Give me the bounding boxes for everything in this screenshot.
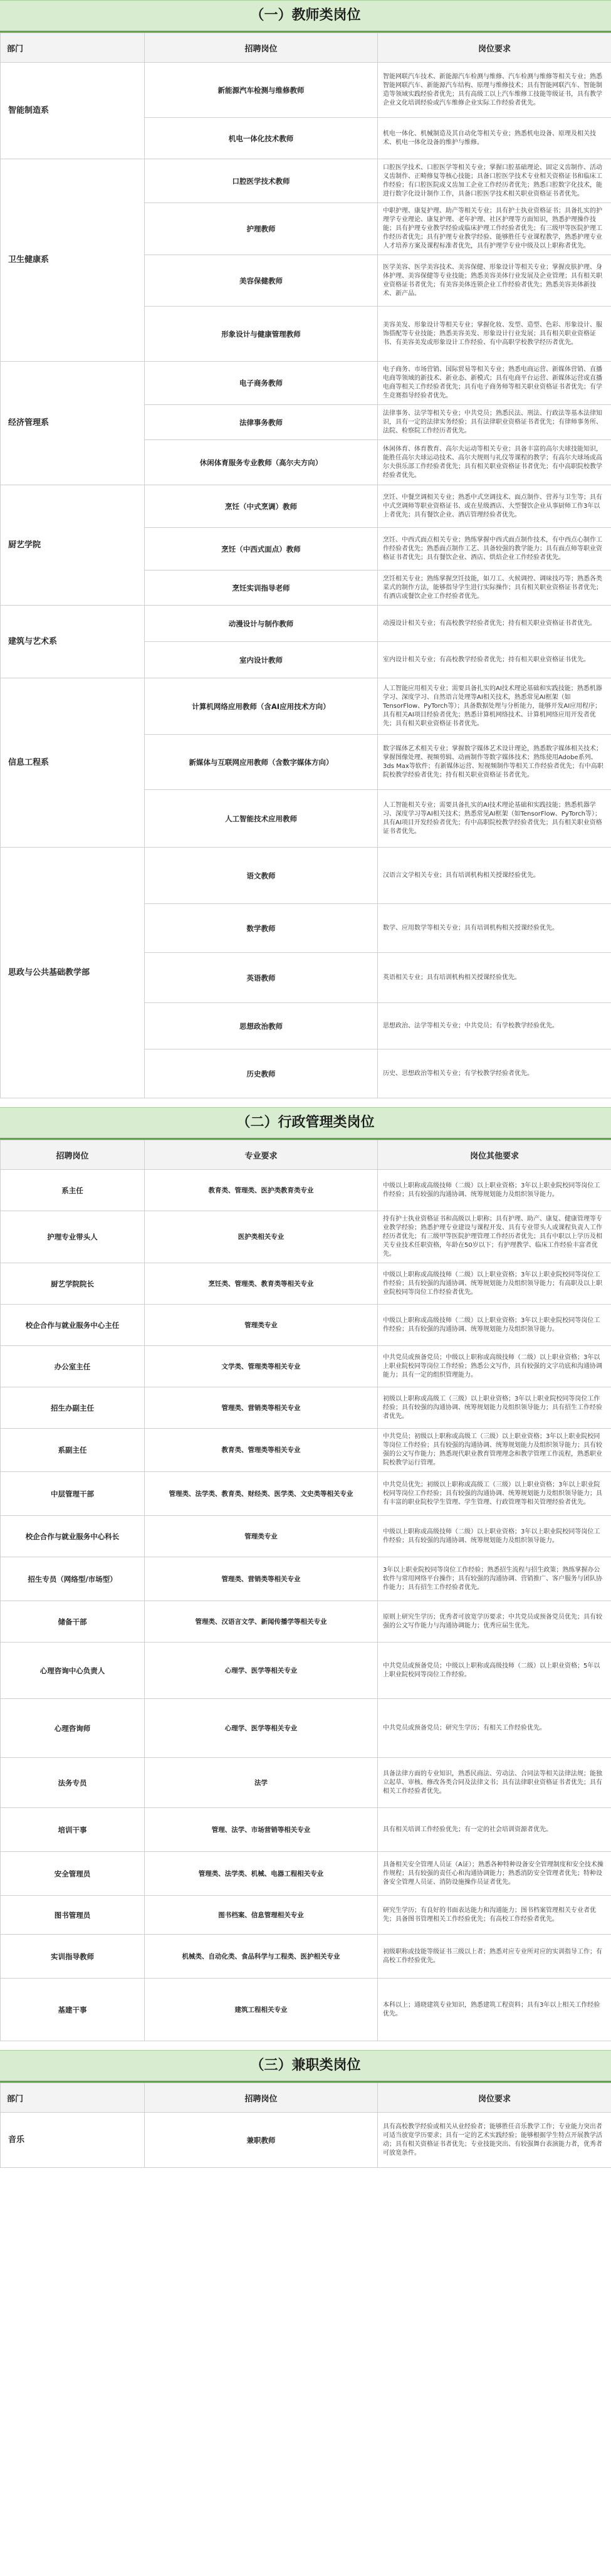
table-row <box>1 1758 611 1808</box>
requirements-cell: 初级以上职称或高级工（三级）以上职业资格；3年以上职业院校同等岗位工作经验；具有较强的沟通协调、统筹规划能力及组织领导能力；具有招生工作经验者优先。 <box>378 1387 611 1429</box>
header-position: 招聘岗位 <box>145 2083 378 2113</box>
table-row <box>1 1429 611 1472</box>
requirements-cell: 本科以上；通晓建筑专业知识，熟悉建筑工程资料；具有3年以上相关工作经验优先。 <box>378 1979 611 2041</box>
requirements-cell: 3年以上职业院校同等岗位工作经验；熟悉招生流程与招生政策；熟练掌握办公软件与常用网络平台操作；具有较强的沟通协调、营销推广、客户服务与团队协作能力；具有招生工作经验者优先。 <box>378 1557 611 1601</box>
requirements-cell: 历史、思想政治等相关专业；有学校教学经验者优先。 <box>378 1049 611 1098</box>
position-cell: 法务专员 <box>1 1758 145 1808</box>
requirements-cell: 烹饪、中西式面点相关专业；熟练掌握中西式面点制作技术，有中西点心制作工作经验者优先；熟悉面点制作工艺、具备较强的教学能力；具有面点师等职业资格证书者优先；具有餐饮企业、酒店、烘焙企业工作经验者优先。 <box>378 528 611 570</box>
position-cell: 口腔医学技术教师 <box>145 159 378 203</box>
department-cell: 信息工程系 <box>1 678 145 848</box>
position-cell: 招生专员（网络型/市场型） <box>1 1557 145 1601</box>
requirements-cell: 持有护士执业资格证书和高级以上职称；具有护理、助产、康复、健康管理等专业教学经验；熟悉护理专业建设与课程开发、具有专业带头人或课程负责人工作经历者优先；有三级甲等医院护理管理工作经历者优先；具有中职以上学历及相关专业技术任职资格，年龄在50岁以下；有护理教学、临床工作经验丰富者优先。 <box>378 1211 611 1263</box>
table-row <box>1 606 611 642</box>
requirements-cell: 休闲体育、体育教育、高尔夫运动等相关专业；具备丰富的高尔夫球技能知识，能胜任高尔夫球运动技术、高尔夫规则与礼仪等课程的教学；有高尔夫球场或高尔夫俱乐部工作经验者优先；具有相关职业资格证书者优先；有中高职院校教学经验者优先。 <box>378 440 611 485</box>
major-cell: 心理学、医学等相关专业 <box>145 1643 378 1699</box>
position-cell: 基建干事 <box>1 1979 145 2041</box>
header-position: 招聘岗位 <box>1 1140 145 1170</box>
position-cell: 烹饪（中西式面点）教师 <box>145 528 378 570</box>
table-row <box>1 159 611 203</box>
admin-positions-table <box>0 1140 611 2041</box>
table-row <box>1 1516 611 1557</box>
table-row <box>1 362 611 405</box>
parttime-positions-table <box>0 2083 611 2168</box>
header-department: 部门 <box>1 2083 145 2113</box>
department-cell: 智能制造系 <box>1 63 145 159</box>
requirements-cell: 智能网联汽车技术、新能源汽车检测与维修、汽车检测与维修等相关专业；熟悉智能网联汽车、新能源汽车结构、原理与维修技术；具有智能网联汽车、智能制造等领域实践经验者优先；具有高级工以上汽车维修工技能等级证书，具有教学企业文化培训经验或汽车维修企业实际工作经验者优先。 <box>378 63 611 118</box>
table-header-row <box>1 33 611 63</box>
section-title-parttime: （三）兼职类岗位 <box>0 2050 611 2083</box>
requirements-cell: 中共党员优先；初级以上职称或高级工（三级）以上职业资格；3年以上职业院校同等岗位工作经验；具有较强的沟通协调、统筹规划能力及组织领导能力；具有丰富的职业院校学生管理、学生管理、行政管理等相关管理经验者优先。 <box>378 1472 611 1516</box>
position-cell: 新媒体与互联网应用教师（含数字媒体方向） <box>145 735 378 790</box>
department-cell: 卫生健康系 <box>1 159 145 362</box>
requirements-cell: 初级职称或技能等级证书三级以上者；熟悉对应专业所对应的实训指导工作；有高校工作经验优先。 <box>378 1935 611 1979</box>
table-row <box>1 1305 611 1346</box>
position-cell: 招生办副主任 <box>1 1387 145 1429</box>
position-cell: 烹饪（中式烹调）教师 <box>145 485 378 528</box>
department-cell: 经济管理系 <box>1 362 145 485</box>
department-cell: 建筑与艺术系 <box>1 606 145 678</box>
major-cell: 法学 <box>145 1758 378 1808</box>
major-cell: 建筑工程相关专业 <box>145 1979 378 2041</box>
header-requirements: 岗位要求 <box>378 33 611 63</box>
requirements-cell: 具有高校教学经验或相关从业经验者；能够胜任音乐教学工作；专业能力突出者可适当放宽学历要求；具有一定的艺术实践经验；能够根据学生特点开展教学活动；具有相关资格证书者优先；专业技能突出、有较强舞台表演能力者，优秀者可放宽条件。 <box>378 2113 611 2168</box>
requirements-cell: 中级以上职称或高级技师（二级）以上职业资格；3年以上职业院校同等岗位工作经验；具有较强的沟通协调、统筹规划能力及组织领导能力；有高职及以上职业院校同等岗位工作经验者优先。 <box>378 1263 611 1305</box>
table-row <box>1 1346 611 1387</box>
position-cell: 语文教师 <box>145 848 378 904</box>
position-cell: 法律事务教师 <box>145 405 378 440</box>
department-cell: 音乐 <box>1 2113 145 2168</box>
position-cell: 电子商务教师 <box>145 362 378 405</box>
position-cell: 计算机网络应用教师（含AI应用技术方向） <box>145 678 378 735</box>
requirements-cell: 中共党员；初级以上职称或高级工（三级）以上职业资格；3年以上职业院校同等岗位工作经验；具有较强的沟通协调、统筹规划能力及组织领导能力；具有较强的公文写作能力；熟悉现代职业教育管理理念和教学管理工作流程，熟悉职业院校教学运行管理。 <box>378 1429 611 1472</box>
requirements-cell: 数字媒体艺术相关专业；掌握数字媒体艺术设计理论，熟悉数字媒体相关技术；掌握图像处理、视频剪辑、动画制作等数字媒体技术；熟练使用Adobe系列、3ds Max等软件；有新媒体运营、短视频制作等相关工作经验者优先；有中高职院校教学经验者优先；持有相关职业资格证书者优先。 <box>378 735 611 790</box>
header-major: 专业要求 <box>145 1140 378 1170</box>
position-cell: 人工智能技术应用教师 <box>145 790 378 848</box>
table-row <box>1 1170 611 1211</box>
position-cell: 历史教师 <box>145 1049 378 1098</box>
requirements-cell: 人工智能相关专业；需要具备扎实的AI技术理论基础和实践技能；熟悉机器学习、深度学习等AI相关技术；熟悉常见AI框架（如TensorFlow、PyTorch等）；具有AI项目开发经验者优先；有中高职院校教学经验者优先；具有相关职业资格证书者优先。 <box>378 790 611 848</box>
major-cell: 医护类相关专业 <box>145 1211 378 1263</box>
requirements-cell: 原则上研究生学历；优秀者可放宽学历要求；中共党员或预备党员优先；具有较强的公文写作能力与沟通协调能力；优秀应届生优先。 <box>378 1601 611 1643</box>
section-gap <box>0 2041 611 2050</box>
requirements-cell: 中共党员或预备党员；中级以上职称或高级技师（二级）以上职业资格；3年以上职业院校同等岗位工作经验；熟悉公文写作，具有较强的文字功底和沟通协调能力；具有一定的组织管理能力。 <box>378 1346 611 1387</box>
major-cell: 教育类、管理类、医护类教育类专业 <box>145 1170 378 1211</box>
table-row <box>1 63 611 118</box>
position-cell: 厨艺学院院长 <box>1 1263 145 1305</box>
requirements-cell: 研究生学历；有良好的书面表达能力和沟通能力；图书档案管理相关专业者优先；具备图书管理相关工作经验优先；有高校工作经验者优先。 <box>378 1896 611 1935</box>
requirements-cell: 中级以上职称或高级技师（二级）以上职业资格；3年以上职业院校同等岗位工作经验；具有较强的沟通协调、统筹规划能力及组织领导能力。 <box>378 1170 611 1211</box>
position-cell: 思想政治教师 <box>145 1003 378 1049</box>
requirements-cell: 英语相关专业；具有培训机构相关授课经验优先。 <box>378 953 611 1003</box>
header-position: 招聘岗位 <box>145 33 378 63</box>
table-row <box>1 1472 611 1516</box>
major-cell: 管理类、营销类等相关专业 <box>145 1387 378 1429</box>
requirements-cell: 汉语言文学相关专业；具有培训机构相关授课经验优先。 <box>378 848 611 904</box>
table-header-row <box>1 1140 611 1170</box>
position-cell: 校企合作与就业服务中心科长 <box>1 1516 145 1557</box>
requirements-cell: 烹饪相关专业；熟练掌握烹饪技能，如刀工、火候调控、调味技巧等；熟悉各类菜式的制作方法，能够指导学生进行实际操作；具有相关职业资格证书者优先；有酒店或餐饮企业工作经验者优先。 <box>378 570 611 606</box>
requirements-cell: 数学、应用数学等相关专业；具有培训机构相关授课经验优先。 <box>378 904 611 953</box>
major-cell: 烹饪类、管理类、教育类等相关专业 <box>145 1263 378 1305</box>
requirements-cell: 人工智能应用相关专业；需要具备扎实的AI技术理论基础和实践技能；熟悉机器学习、深度学习、自然语言处理等AI相关技术，熟悉常见AI框架（如TensorFlow、PyTorch等）；具备数据处理与分析能力，能够开发AI应用程序；具有相关AI项目经验者优先；熟悉计算机网络技术、计算机网络应用开发者优先；具有相关职业资格证书者优先。 <box>378 678 611 735</box>
position-cell: 兼职教师 <box>145 2113 378 2168</box>
section-title-admin: （二）行政管理类岗位 <box>0 1107 611 1140</box>
position-cell: 实训指导教师 <box>1 1935 145 1979</box>
position-cell: 安全管理员 <box>1 1852 145 1896</box>
table-row <box>1 848 611 904</box>
requirements-cell: 口腔医学技术、口腔医学等相关专业；掌握口腔基础理论、固定义齿制作、活动义齿制作、正畸修复等核心技能；具备口腔医学技术专业相关资格证书和临床工作经验；有口腔医院或义齿加工企业工作经历者优先；熟悉口腔数字化技术，能进行数字化设计制作工作，具备口腔医学技术相关职业资格证书者优先。 <box>378 159 611 203</box>
position-cell: 室内设计教师 <box>145 642 378 678</box>
requirements-cell: 具备法律方面的专业知识，熟悉民商法、劳动法、合同法等相关法律法规；能独立起草、审核、修改各类合同及法律文书；具有法律职业资格证书者优先；具有相关工作经验者优先。 <box>378 1758 611 1808</box>
position-cell: 烹饪实训指导老师 <box>145 570 378 606</box>
section-gap <box>0 1098 611 1107</box>
requirements-cell: 电子商务、市场营销、国际贸易等相关专业；熟悉电商运营、新媒体营销、直播电商等领域的新技术、新业态、新模式；具有电商平台运营、新媒体运营或直播电商等相关工作经验者优先；具有电子商务师等相关职业资格证书者优先；有学生竞赛指导经验者优先。 <box>378 362 611 405</box>
table-header-row <box>1 2083 611 2113</box>
table-row <box>1 1643 611 1699</box>
requirements-cell: 具备相关安全管理人员证（A证）；熟悉各种特种设备安全管理制度和安全技术操作规程；具有较强的责任心和沟通协调能力；熟悉消防安全管理者优先；特种设备安全管理人员证、消防设施操作员证者优先。 <box>378 1852 611 1896</box>
position-cell: 图书管理员 <box>1 1896 145 1935</box>
requirements-cell: 中职护理、康复护理、助产等相关专业；具有护士执业资格证书；具备扎实的护理学专业理论、康复护理、老年护理、社区护理等方面知识，熟悉护理操作技能；具有护理专业教学经验或临床护理工作经验者优先；有三级甲等医院护理工作经历者优先；具有护理专业教学经验、能够胜任专业课程教学，熟悉护理专业人才培养方案及课程标准者优先，具有护理学专业中级及以上职称者优先。 <box>378 203 611 255</box>
table-row <box>1 1935 611 1979</box>
position-cell: 培训干事 <box>1 1808 145 1852</box>
table-row <box>1 1852 611 1896</box>
position-cell: 形象设计与健康管理教师 <box>145 307 378 362</box>
position-cell: 心理咨询中心负责人 <box>1 1643 145 1699</box>
department-cell: 思政与公共基础教学部 <box>1 848 145 1098</box>
table-row <box>1 1211 611 1263</box>
position-cell: 休闲体育服务专业教师（高尔夫方向） <box>145 440 378 485</box>
position-cell: 新能源汽车检测与维修教师 <box>145 63 378 118</box>
table-row <box>1 2113 611 2168</box>
position-cell: 心理咨询师 <box>1 1699 145 1758</box>
requirements-cell: 中共党员或预备党员；中级以上职称或高级技师（二级）以上职业资格；5年以上职业院校同等岗位工作经验。 <box>378 1643 611 1699</box>
section-title-teachers: （一）教师类岗位 <box>0 0 611 33</box>
table-row <box>1 1601 611 1643</box>
table-row <box>1 1979 611 2041</box>
position-cell: 动漫设计与制作教师 <box>145 606 378 642</box>
position-cell: 中层管理干部 <box>1 1472 145 1516</box>
table-row <box>1 1263 611 1305</box>
position-cell: 系副主任 <box>1 1429 145 1472</box>
requirements-cell: 中共党员或预备党员；研究生学历；有相关工作经验优先。 <box>378 1699 611 1758</box>
table-row <box>1 1557 611 1601</box>
requirements-cell: 中级以上职称或高级技师（二级）以上职业资格；3年以上职业院校同等岗位工作经验；具有较强的沟通协调、统筹规划能力及组织领导能力。 <box>378 1516 611 1557</box>
requirements-cell: 法律事务、法学等相关专业；中共党员；熟悉民法、刑法、行政法等基本法律知识，具有一定的法律实务经验；具有法律职业资格证书者优先；有律师事务所、法院、检察院工作经历者优先。 <box>378 405 611 440</box>
position-cell: 校企合作与就业服务中心主任 <box>1 1305 145 1346</box>
requirements-cell: 医学美容、医学美容技术、美容保健、形象设计等相关专业；掌握皮肤护理、身体护理、美容保健等专业技能；熟悉美容美体行业发展及企业管理；具有相关职业资格证书者优先；有美容美体连锁企业工作经验者优先；熟悉美容美体新技术、新产品。 <box>378 255 611 307</box>
teacher-positions-table <box>0 33 611 1098</box>
position-cell: 储备干部 <box>1 1601 145 1643</box>
requirements-cell: 动漫设计相关专业；有高校教学经验者优先；持有相关职业资格证书者优先。 <box>378 606 611 642</box>
position-cell: 系主任 <box>1 1170 145 1211</box>
position-cell: 机电一体化技术教师 <box>145 118 378 159</box>
table-row <box>1 1387 611 1429</box>
requirements-cell: 机电一体化、机械制造及其自动化等相关专业；熟悉机电设备、原理及相关技术、机电一体化设备的维护与维修。 <box>378 118 611 159</box>
major-cell: 管理类、汉语言文学、新闻传播学等相关专业 <box>145 1601 378 1643</box>
header-requirements: 岗位要求 <box>378 2083 611 2113</box>
table-row <box>1 1699 611 1758</box>
requirements-cell: 中级以上职称或高级技师（二级）以上职业资格；3年以上职业院校同等岗位工作经验；具有较强的沟通协调、统筹规划能力及组织领导能力。 <box>378 1305 611 1346</box>
requirements-cell: 室内设计相关专业；有高校教学经验者优先；持有相关职业资格证书优先。 <box>378 642 611 678</box>
major-cell: 教育类、管理类等相关专业 <box>145 1429 378 1472</box>
major-cell: 心理学、医学等相关专业 <box>145 1699 378 1758</box>
table-row <box>1 1896 611 1935</box>
requirements-cell: 美容美发、形象设计等相关专业；掌握化妆、发型、造型、色彩、形象设计、服饰搭配等专业技能；熟悉美容美发、形象设计行业发展；具有相关职业资格证书、有美容美发或形象设计工作经验、有中高职学校教学经历者优先。 <box>378 307 611 362</box>
table-row <box>1 1808 611 1852</box>
table-row <box>1 485 611 528</box>
major-cell: 管理类专业 <box>145 1516 378 1557</box>
requirements-cell: 烹饪、中餐烹调相关专业；熟悉中式烹调技术、面点制作、营养与卫生等；具有中式烹调师等职业资格证书、或在星级酒店、大型餐饮企业从事厨师工作3年以上者优先；具有餐饮企业、酒店管理经验者优先。 <box>378 485 611 528</box>
major-cell: 管理、法学、市场营销等相关专业 <box>145 1808 378 1852</box>
position-cell: 办公室主任 <box>1 1346 145 1387</box>
major-cell: 管理类、法学类、教育类、财经类、医学类、文史类等相关专业 <box>145 1472 378 1516</box>
department-cell: 厨艺学院 <box>1 485 145 606</box>
major-cell: 文学类、管理类等相关专业 <box>145 1346 378 1387</box>
major-cell: 管理类、营销类等相关专业 <box>145 1557 378 1601</box>
major-cell: 图书档案、信息管理相关专业 <box>145 1896 378 1935</box>
major-cell: 管理类专业 <box>145 1305 378 1346</box>
position-cell: 英语教师 <box>145 953 378 1003</box>
major-cell: 管理类、法学类、机械、电器工程相关专业 <box>145 1852 378 1896</box>
requirements-cell: 思想政治、法学等相关专业；中共党员；有学校教学经验优先。 <box>378 1003 611 1049</box>
position-cell: 护理专业带头人 <box>1 1211 145 1263</box>
requirements-cell: 具有相关培训工作经验优先；有一定的社会培训资源者优先。 <box>378 1808 611 1852</box>
position-cell: 美容保健教师 <box>145 255 378 307</box>
header-department: 部门 <box>1 33 145 63</box>
header-other-requirements: 岗位其他要求 <box>378 1140 611 1170</box>
table-row <box>1 678 611 735</box>
position-cell: 护理教师 <box>145 203 378 255</box>
position-cell: 数学教师 <box>145 904 378 953</box>
major-cell: 机械类、自动化类、食品科学与工程类、医护相关专业 <box>145 1935 378 1979</box>
